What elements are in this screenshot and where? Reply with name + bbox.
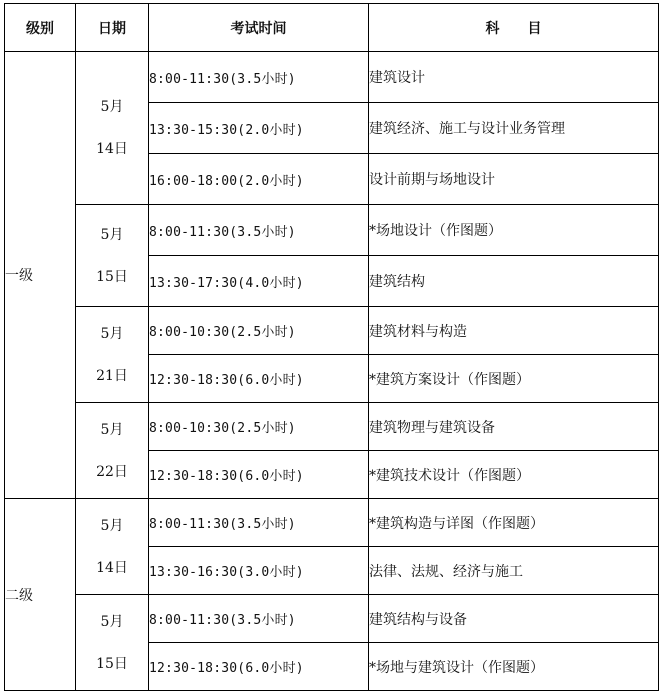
header-level: 级别 xyxy=(5,4,76,52)
time-cell: 16:00-18:00(2.0小时) xyxy=(149,154,369,205)
table-row xyxy=(5,403,659,451)
time-cell: 12:30-18:30(6.0小时) xyxy=(149,451,369,499)
date-month: 5月 xyxy=(100,325,124,342)
subject-cell: *场地与建筑设计（作图题） xyxy=(369,643,659,691)
date-cell xyxy=(76,403,149,499)
date-day: 15日 xyxy=(96,268,128,285)
time-cell: 8:00-11:30(3.5小时) xyxy=(149,595,369,643)
date-month: 5月 xyxy=(100,421,124,438)
time-cell: 8:00-10:30(2.5小时) xyxy=(149,307,369,355)
date-day: 15日 xyxy=(96,655,128,672)
date-day: 21日 xyxy=(96,367,128,384)
date-cell xyxy=(76,205,149,307)
date-cell xyxy=(76,595,149,691)
date-month: 5月 xyxy=(100,613,124,630)
time-cell: 8:00-10:30(2.5小时) xyxy=(149,403,369,451)
time-cell: 8:00-11:30(3.5小时) xyxy=(149,499,369,547)
date-month: 5月 xyxy=(100,226,124,243)
date-day: 14日 xyxy=(96,141,128,157)
subject-cell: 设计前期与场地设计 xyxy=(369,154,659,205)
level-cell: 二级 xyxy=(5,499,76,691)
table-row xyxy=(5,307,659,355)
time-cell: 12:30-18:30(6.0小时) xyxy=(149,643,369,691)
subject-cell: 建筑物理与建筑设备 xyxy=(369,403,659,451)
time-cell: 13:30-17:30(4.0小时) xyxy=(149,256,369,307)
date-cell xyxy=(76,52,149,205)
date-month: 5月 xyxy=(100,517,124,534)
subject-cell: 建筑材料与构造 xyxy=(369,307,659,355)
subject-cell: 建筑结构 xyxy=(369,256,659,307)
subject-cell: 法律、法规、经济与施工 xyxy=(369,547,659,595)
subject-cell: 建筑设计 xyxy=(369,52,659,103)
date-day: 22日 xyxy=(96,463,128,480)
exam-schedule-table xyxy=(4,3,659,691)
subject-cell: *建筑构造与详图（作图题） xyxy=(369,499,659,547)
header-row xyxy=(5,4,659,52)
date-day: 14日 xyxy=(96,559,128,576)
subject-cell: 建筑结构与设备 xyxy=(369,595,659,643)
time-cell: 13:30-16:30(3.0小时) xyxy=(149,547,369,595)
date-cell xyxy=(76,499,149,595)
header-exam-time: 考试时间 xyxy=(149,4,369,52)
date-month: 5月 xyxy=(100,99,124,115)
subject-cell: *建筑方案设计（作图题） xyxy=(369,355,659,403)
time-cell: 13:30-15:30(2.0小时) xyxy=(149,103,369,154)
level-cell: 一级 xyxy=(5,52,76,499)
table-row xyxy=(5,52,659,103)
subject-cell: 建筑经济、施工与设计业务管理 xyxy=(369,103,659,154)
date-cell xyxy=(76,307,149,403)
subject-cell: *建筑技术设计（作图题） xyxy=(369,451,659,499)
time-cell: 8:00-11:30(3.5小时) xyxy=(149,205,369,256)
table-row xyxy=(5,205,659,256)
time-cell: 8:00-11:30(3.5小时) xyxy=(149,52,369,103)
header-date: 日期 xyxy=(76,4,149,52)
header-subject: 科 目 xyxy=(369,4,659,52)
subject-cell: *场地设计（作图题） xyxy=(369,205,659,256)
time-cell: 12:30-18:30(6.0小时) xyxy=(149,355,369,403)
table-row xyxy=(5,595,659,643)
table-row xyxy=(5,499,659,547)
